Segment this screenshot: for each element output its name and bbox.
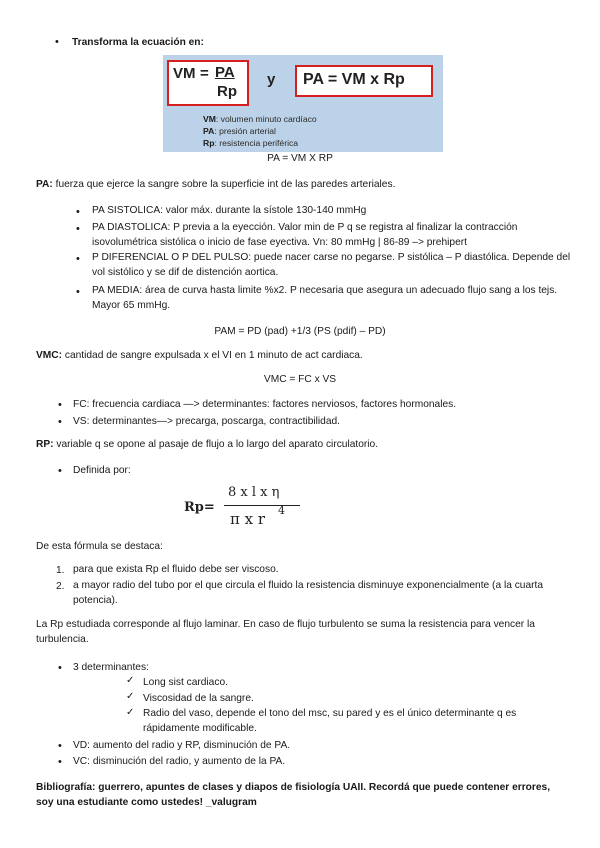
formula-figure	[163, 55, 443, 152]
pa-definition: PA: fuerza que ejerce la sangre sobre la superficie int de las paredes arteriales.	[36, 179, 396, 190]
legend-rp: Rp: resistencia periférica	[203, 138, 299, 148]
legend-vm: VM: volumen minuto cardíaco	[203, 114, 317, 124]
check-item-2: Viscosidad de la sangre.	[143, 693, 254, 704]
y-connector: y	[267, 71, 276, 88]
rp-denominator: Rp	[217, 83, 237, 100]
fc-item: FC: frecuencia cardiaca —> determinantes: factores nerviosos, factores hormonales.	[73, 399, 457, 410]
rp-numerator: 8 x l x η	[228, 485, 280, 500]
pa-numerator: PA	[215, 64, 235, 81]
laminar-note: La Rp estudiada corresponde al flujo laminar. En caso de flujo turbulento se suma la resistencia para vencer la turbulencia.	[36, 619, 535, 645]
rp-formula	[184, 482, 304, 534]
rp-exponent: 4	[278, 504, 285, 517]
pa-formula-box	[295, 65, 433, 97]
vd-item: VD: aumento del radio y RP, disminución de PA.	[73, 740, 291, 751]
det-title: 3 determinantes:	[73, 662, 149, 673]
pam-formula: PAM = PD (pad) +1/3 (PS (pdif) – PD)	[214, 326, 386, 337]
legend-pa: PA: presión arterial	[203, 126, 276, 136]
intro-text: Transforma la ecuación en:	[72, 37, 204, 48]
check-icon: ✓	[126, 691, 135, 702]
bullet-dot: •	[58, 662, 62, 674]
bullet-dot: •	[55, 36, 59, 48]
check-icon: ✓	[126, 707, 135, 718]
check-item-1: Long sist cardiaco.	[143, 677, 228, 688]
vmc-formula: VMC = FC x VS	[263, 374, 337, 385]
bullet-dot: •	[76, 253, 80, 265]
bullet-dot: •	[76, 286, 80, 298]
bullet-dot: •	[58, 399, 62, 411]
formula-note: De esta fórmula se destaca:	[36, 541, 163, 552]
pa-formula: PA = VM x Rp	[303, 71, 405, 88]
check-icon: ✓	[126, 675, 135, 686]
numbered-item-2: a mayor radio del tubo por el que circula el fluido la resistencia disminuye exponencialmente (a la cuarta potencia).	[73, 580, 544, 606]
num-1: 1.	[56, 565, 65, 576]
pa-sistolica: PA SISTOLICA: valor máx. durante la sístole 130-140 mmHg	[92, 205, 367, 216]
vm-formula-box	[167, 60, 249, 106]
bullet-dot: •	[76, 206, 80, 218]
rp-lhs: Rp=	[184, 500, 215, 515]
rp-definition: RP: variable q se opone al pasaje de flujo a lo largo del aparato circulatorio.	[36, 439, 379, 450]
bullet-dot: •	[76, 223, 80, 235]
numbered-item-1: para que exista Rp el fluido debe ser viscoso.	[73, 564, 279, 575]
vm-label: VM	[173, 65, 196, 82]
fraction-bar	[224, 505, 300, 506]
num-2: 2.	[56, 581, 65, 592]
pa-media: PA MEDIA: área de curva hasta limite %x2. P necesaria que asegura un adecuado flujo sang a los tejs. Mayor 65 mmHg.	[92, 285, 558, 311]
definida-por: Definida por:	[73, 465, 131, 476]
bullet-dot: •	[58, 465, 62, 477]
vs-item: VS: determinantes—> precarga, poscarga, contractibilidad.	[73, 416, 340, 427]
pa-diferencial: P DIFERENCIAL O P DEL PULSO: puede nacer carse no pegarse. P sistólica – P diastólica. Depende del vol sistólico y se dif de distención aortica.	[92, 252, 571, 278]
rp-denominator: π x r	[230, 510, 266, 528]
bullet-dot: •	[58, 756, 62, 768]
vc-item: VC: disminución del radio, y aumento de la PA.	[73, 756, 286, 767]
bullet-dot: •	[58, 740, 62, 752]
pa-diastolica: PA DIASTOLICA: P previa a la eyección. Valor min de P q se registra al finalizar la contracción isovolumétrica sistólica o inicio de fase eyectiva. Vn: 80 mmHg | 86-89 –> prehipert	[92, 222, 518, 248]
bullet-dot: •	[58, 416, 62, 428]
check-item-3: Radio del vaso, depende el tono del msc, su pared y es el único determinante q es rápidamente modificable.	[143, 708, 517, 734]
vmc-definition: VMC: cantidad de sangre expulsada x el VI en 1 minuto de act cardiaca.	[36, 350, 363, 361]
figure-caption: PA = VM X RP	[267, 153, 333, 164]
bibliography: Bibliografía: guerrero, apuntes de clases y diapos de fisiología UAII. Recordá que puede contener errores, soy una estudiante como ustedes! _valugram	[36, 782, 551, 808]
equals-sign: =	[200, 65, 209, 82]
